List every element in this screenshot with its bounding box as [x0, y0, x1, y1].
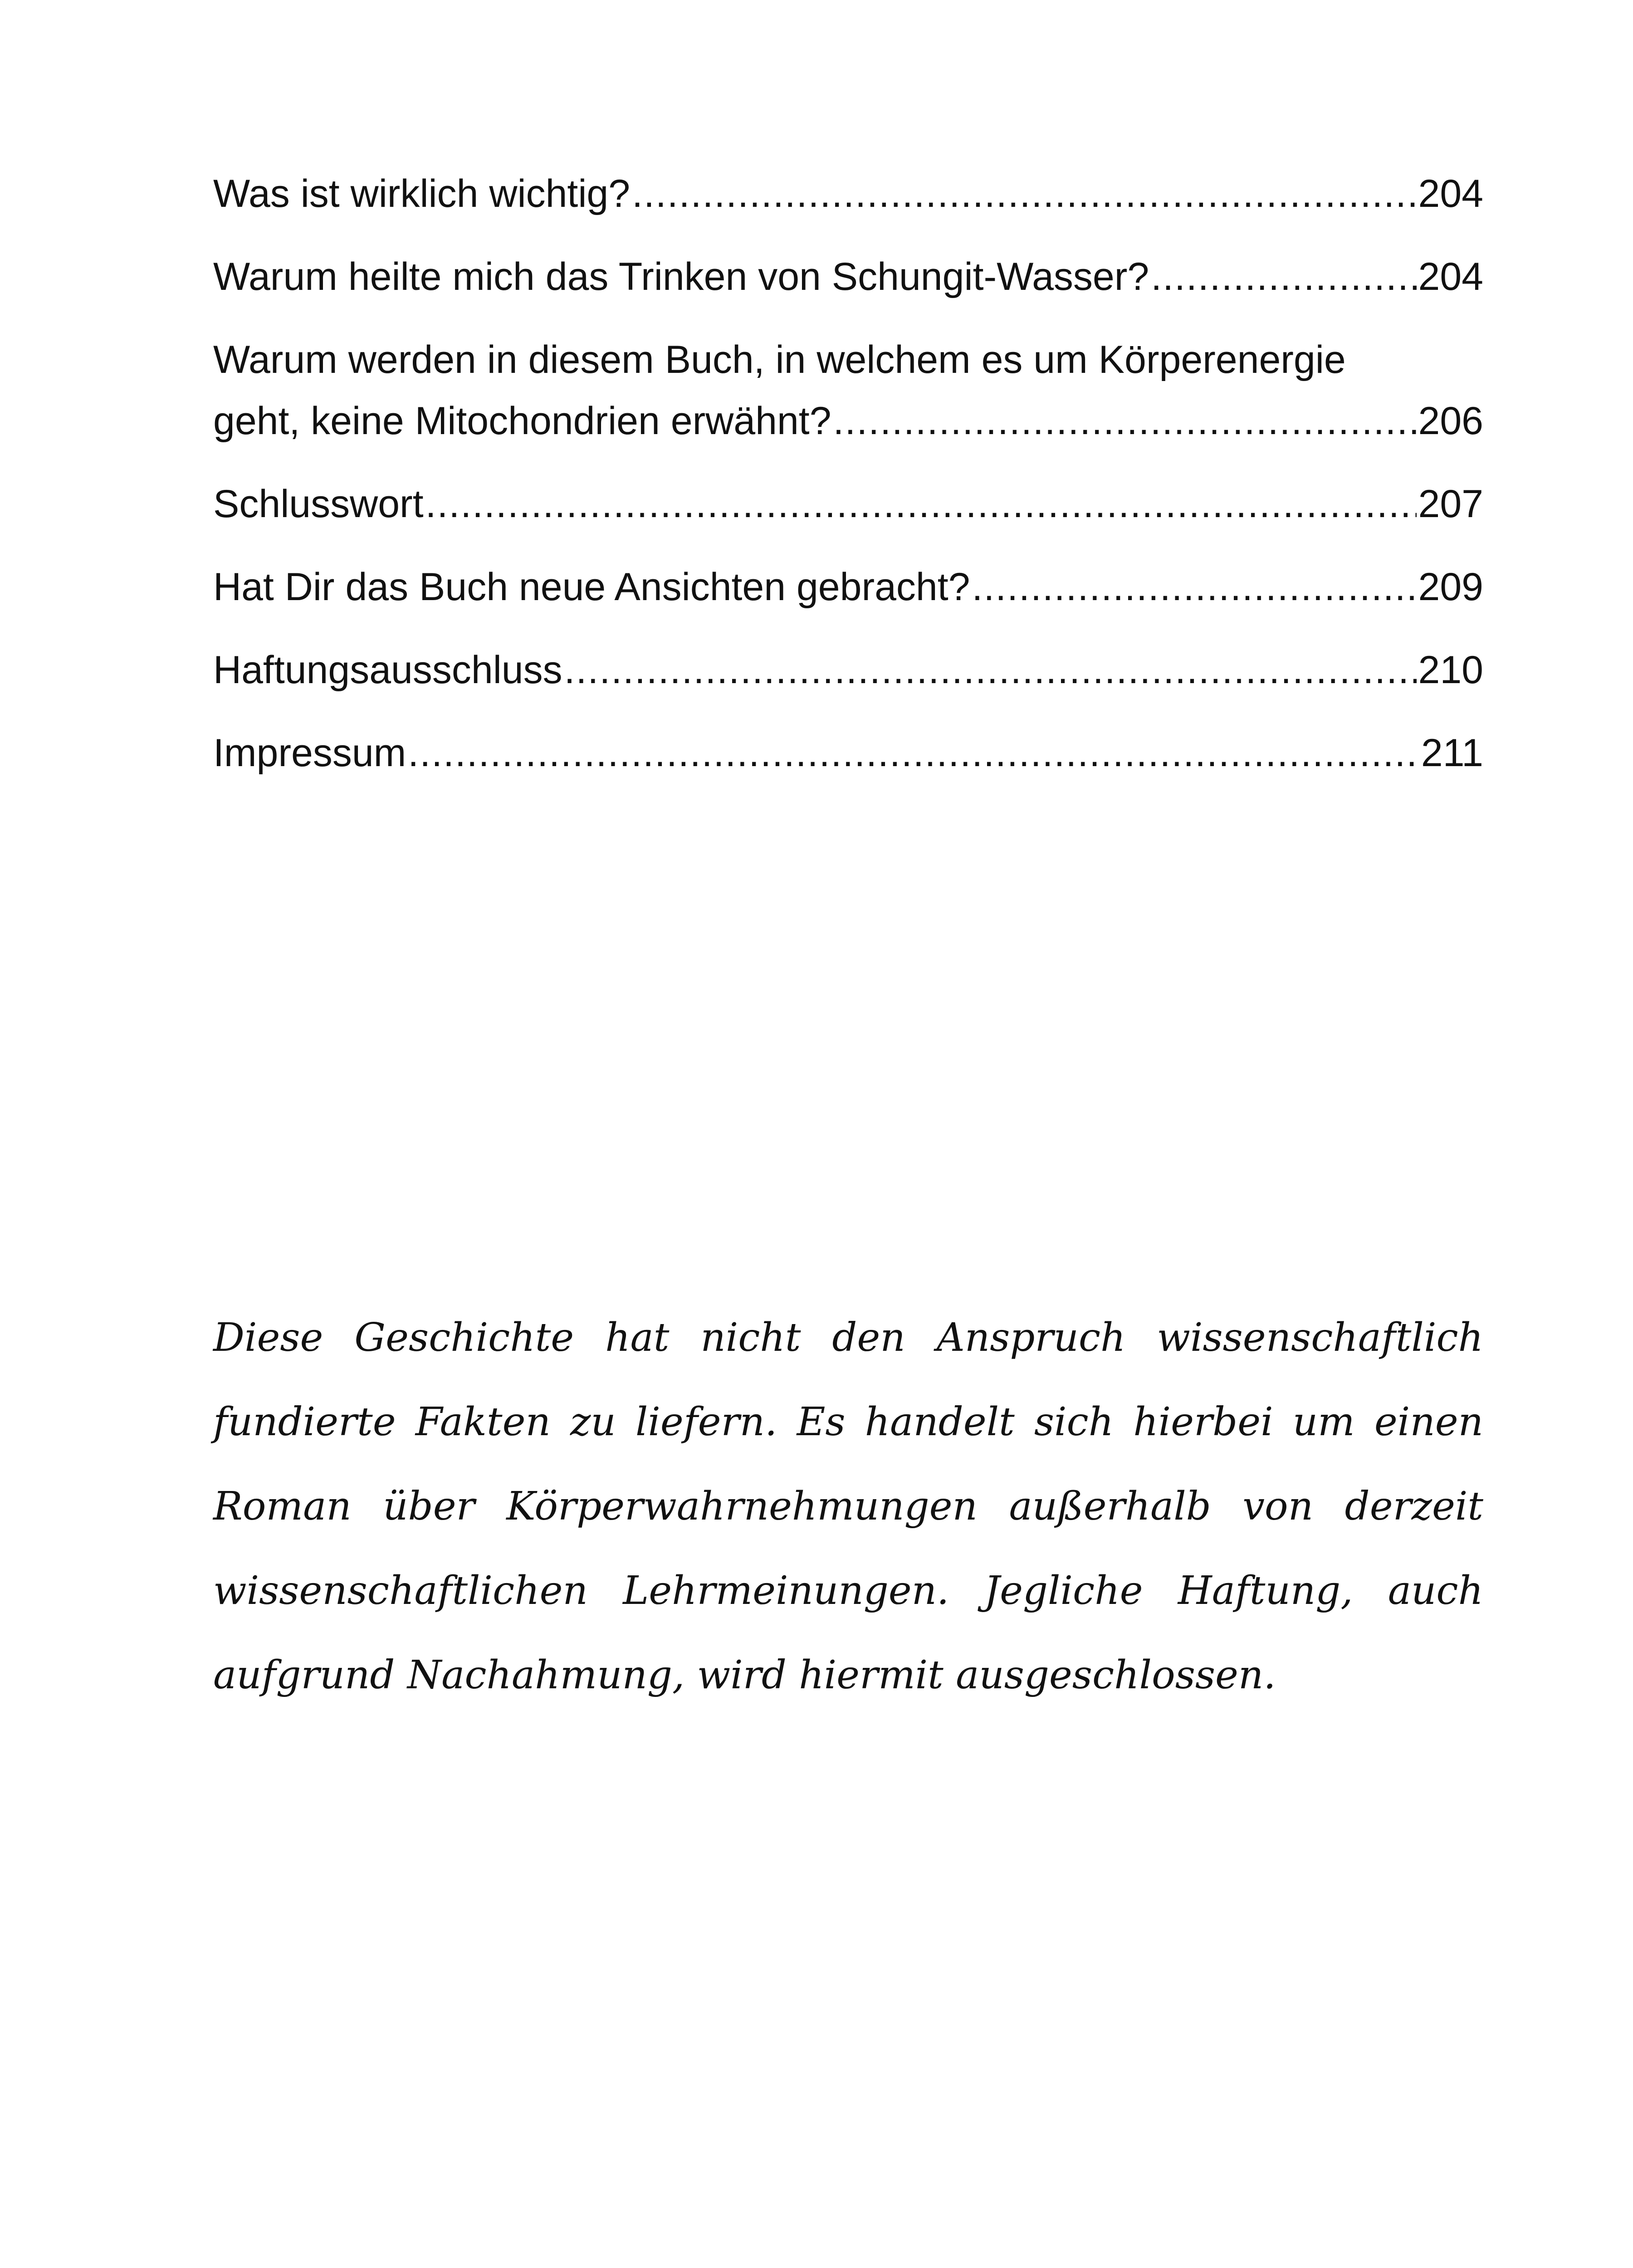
toc-entry-page: 206 — [1418, 399, 1483, 443]
toc-entry[interactable] — [213, 329, 1483, 452]
toc-entry[interactable] — [213, 640, 1483, 701]
toc-leader-dots — [425, 474, 1417, 535]
toc-entry-page: 209 — [1418, 565, 1483, 609]
toc-leader-dots — [408, 723, 1419, 784]
toc-entry-title: Was ist wirklich wichtig? — [213, 172, 631, 215]
disclaimer-paragraph: Diese Geschichte hat nicht den Anspruch wissenschaftlich fundierte Fakten zu liefern. Es handelt sich hierbei um einen Roman über Körperwahrnehmungen außerhalb von derzeit wissenschaftlichen Lehrmeinungen. Jegliche Haftung, auch aufgrund Nachahmung, wird hiermit ausgeschlossen. — [213, 1315, 1483, 1698]
toc-entry-title-line2: geht, keine Mitochondrien erwähnt? — [213, 399, 831, 443]
toc-entry-title: Warum heilte mich das Trinken von Schungit-Wasser? — [213, 255, 1149, 298]
toc-entry-title: Schlusswort — [213, 482, 424, 526]
toc-entry[interactable] — [213, 557, 1483, 618]
toc-leader-dots — [632, 163, 1416, 225]
toc-entry[interactable] — [213, 246, 1483, 308]
toc-leader-dots — [564, 640, 1417, 701]
toc-leader-dots — [1151, 246, 1416, 308]
toc-entry[interactable] — [213, 163, 1483, 225]
toc-leader-dots — [833, 391, 1417, 452]
toc-entry-page: 204 — [1418, 255, 1483, 298]
toc-entry-title: Impressum — [213, 731, 406, 775]
toc-leader-dots — [972, 557, 1416, 618]
toc-entry[interactable] — [213, 474, 1483, 535]
toc-entry-title: Hat Dir das Buch neue Ansichten gebracht? — [213, 565, 970, 609]
toc-entry-page: 207 — [1418, 482, 1483, 526]
toc-entry-page: 210 — [1418, 648, 1483, 692]
toc-entry-page: 204 — [1418, 172, 1483, 215]
toc-entry-title: Haftungsausschluss — [213, 648, 562, 692]
toc-entry-page: 211 — [1421, 731, 1483, 775]
table-of-contents — [213, 163, 1483, 806]
toc-entry-title-line1: Warum werden in diesem Buch, in welchem es um Körperenergie — [213, 338, 1346, 381]
toc-entry[interactable] — [213, 723, 1483, 784]
